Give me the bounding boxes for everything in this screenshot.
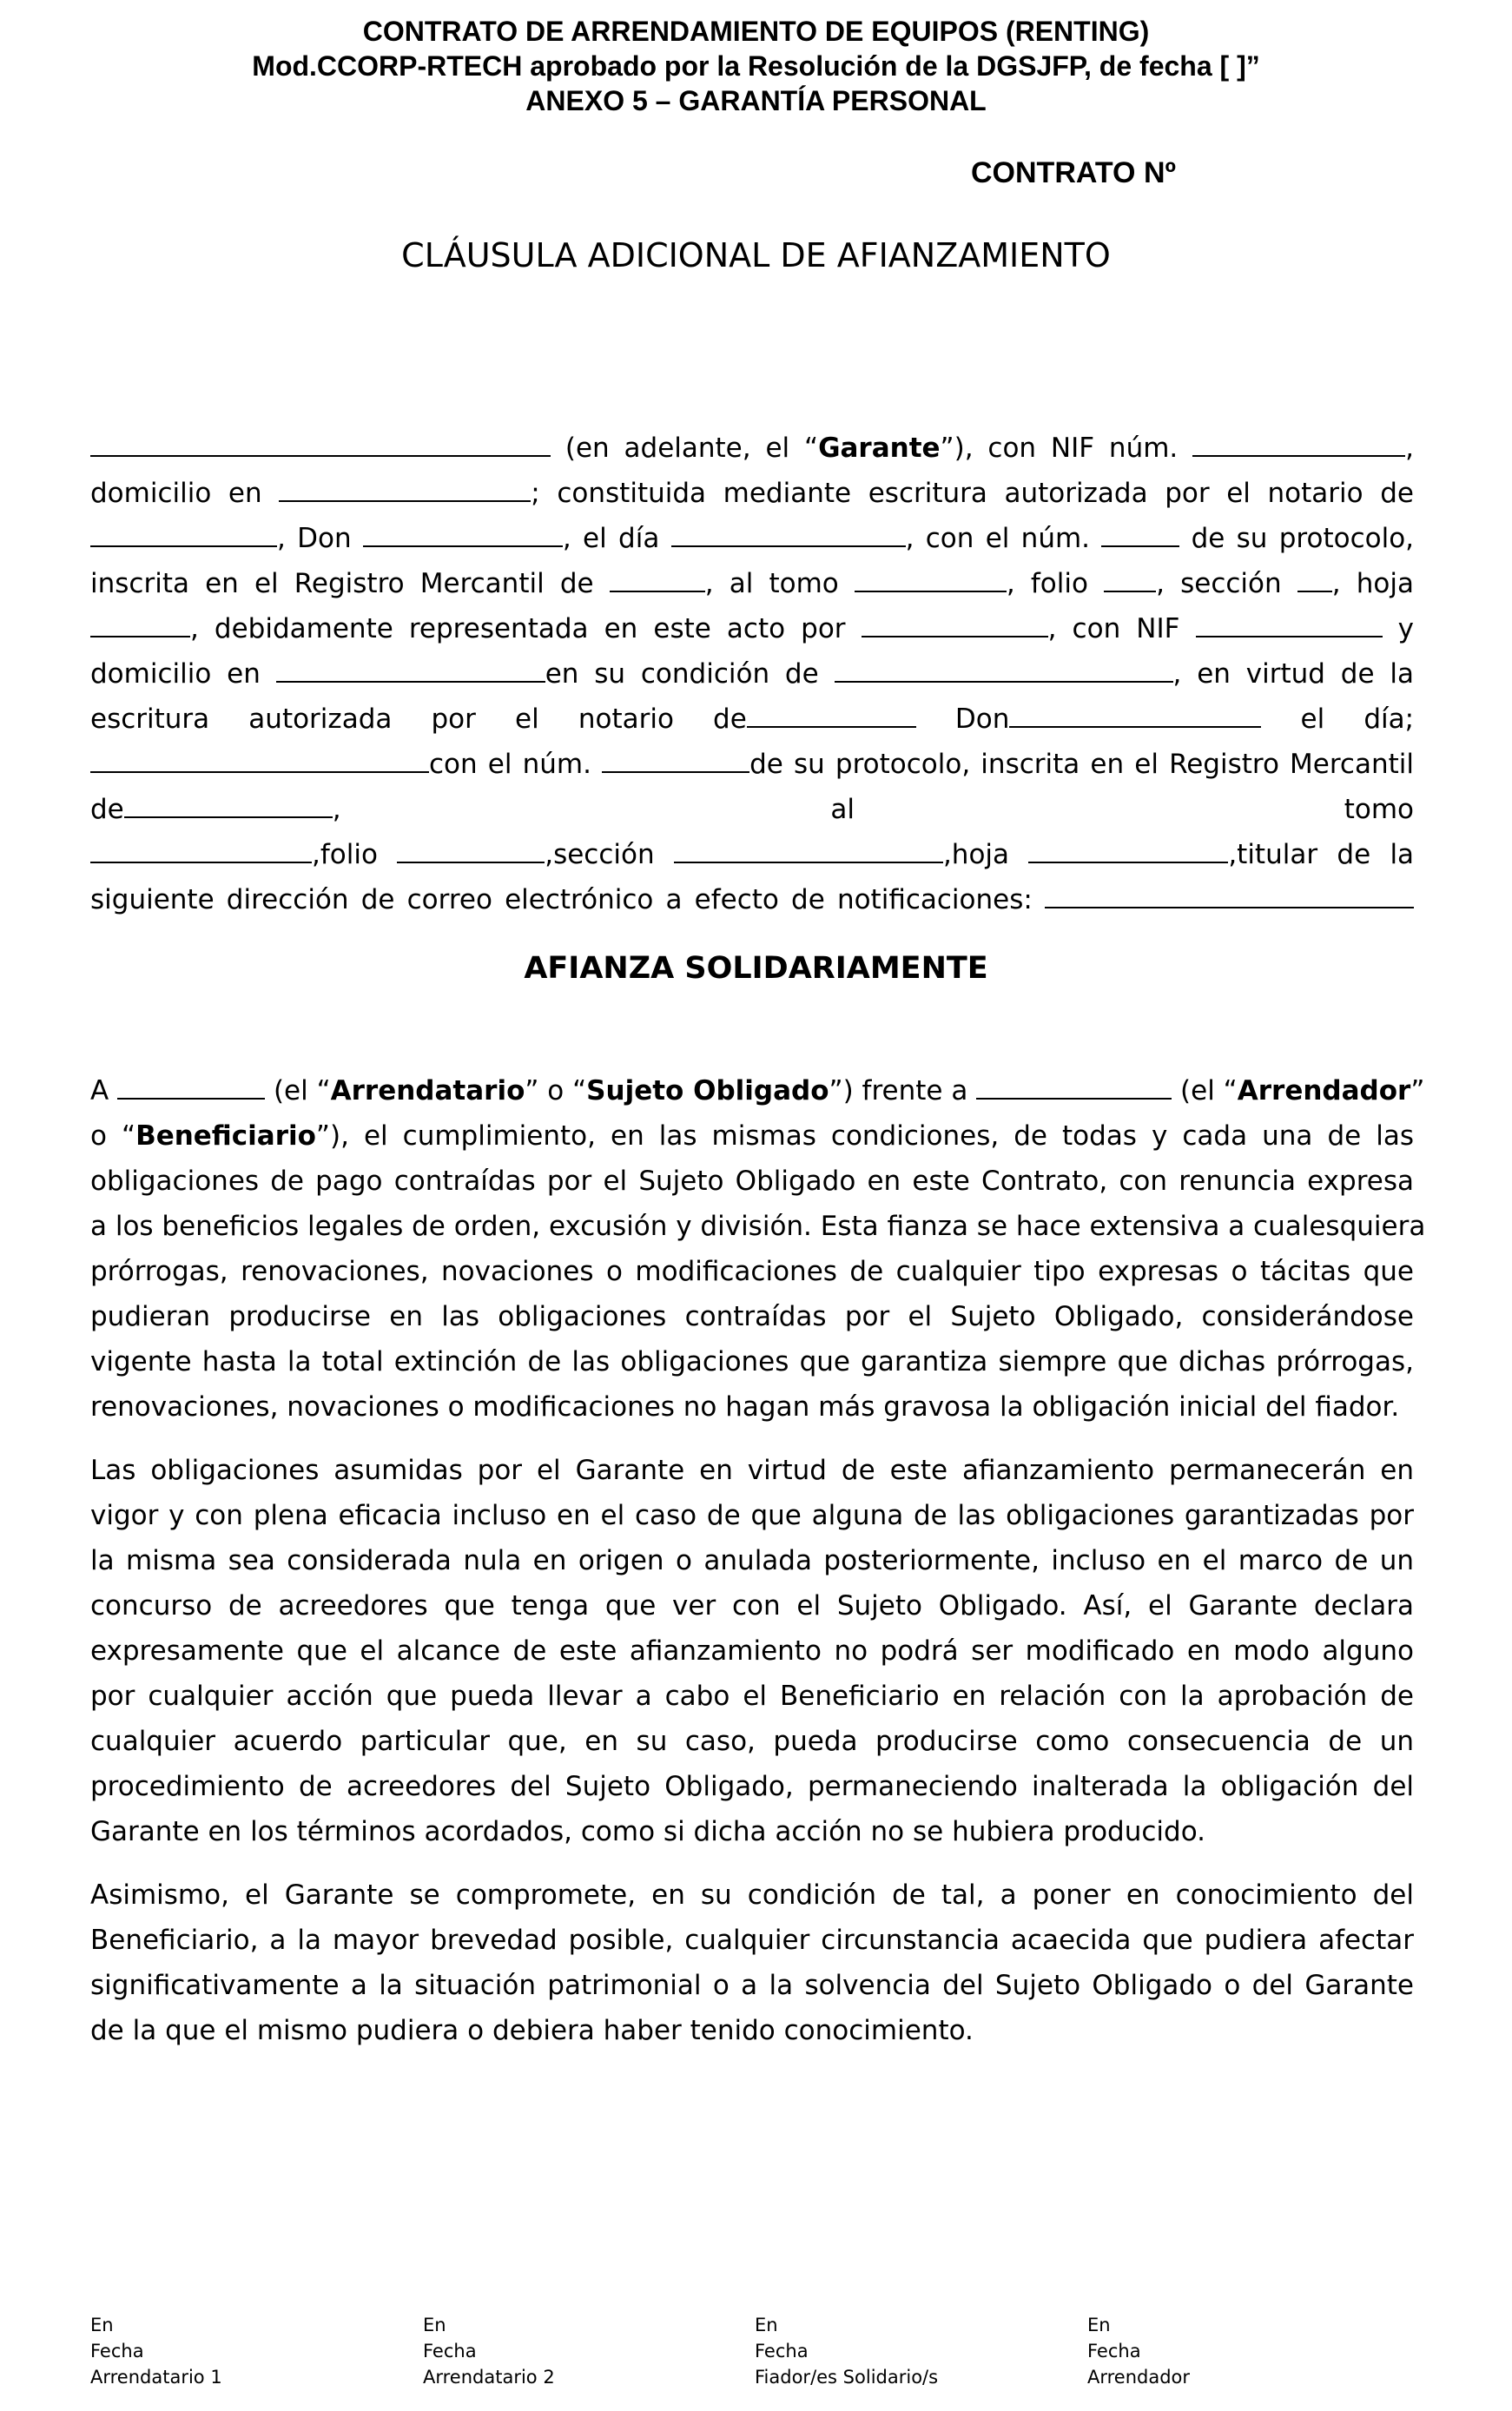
- text-line: renovaciones, novaciones o modificaciones no hagan más gravosa la obligación inicial del fiador.: [90, 1391, 1400, 1423]
- power-date-blank[interactable]: [90, 745, 429, 773]
- guarantor-line: siguiente dirección de correo electrónico a efecto de notificaciones:: [90, 877, 1414, 922]
- text-line: procedimiento de acreedores del Sujeto Obligado, permaneciendo inalterada la obligación del: [90, 1771, 1414, 1802]
- text-line: expresamente que el alcance de este afianzamiento no podrá ser modificado en modo alguno: [90, 1635, 1414, 1667]
- guarantor-line: ,folio ,sección ,hoja ,titular de la: [90, 832, 1414, 877]
- power-folio-blank[interactable]: [397, 836, 545, 863]
- power-tome-blank[interactable]: [90, 836, 312, 863]
- text-line: prórrogas, renovaciones, novaciones o modificaciones de cualquier tipo expresas o tácitas que: [90, 1256, 1414, 1287]
- contract-number-label: CONTRATO Nº: [971, 156, 1176, 189]
- guarantor-line: inscrita en el Registro Mercantil de , al tomo , folio , sección , hoja: [90, 561, 1414, 606]
- text-line: vigor y con plena eficacia incluso en el caso de que alguna de las obligaciones garantizadas por: [90, 1500, 1414, 1531]
- power-notary-city-blank[interactable]: [747, 700, 916, 728]
- guarantor-line: , Don , el día , con el núm. de su protocolo,: [90, 516, 1414, 561]
- header-model-reference: Mod.CCORP-RTECH aprobado por la Resolución de la DGSJFP, de fecha [ ]”: [252, 50, 1260, 82]
- power-registry-blank[interactable]: [124, 790, 333, 818]
- sheet-blank[interactable]: [90, 610, 190, 637]
- text-line: A (el “Arrendatario” o “Sujeto Obligado”) frente a (el “Arrendador”: [90, 1068, 1414, 1113]
- text-line: o “Beneficiario”), el cumplimiento, en las mismas condiciones, de todas y cada una de las: [90, 1120, 1414, 1152]
- representative-nif-blank[interactable]: [1196, 610, 1383, 637]
- representative-capacity-blank[interactable]: [835, 655, 1173, 683]
- section-title: AFIANZA SOLIDARIAMENTE: [524, 951, 988, 986]
- representative-blank[interactable]: [862, 610, 1048, 637]
- text-line: por cualquier acción que pueda llevar a cabo el Beneficiario en relación con la aprobación de: [90, 1681, 1414, 1712]
- text-line: a los beneficios legales de orden, excusión y división. Esta fianza se hace extensiva a cualesquiera: [90, 1211, 1426, 1242]
- text-line: obligaciones de pago contraídas por el Sujeto Obligado en este Contrato, con renuncia expresa: [90, 1166, 1414, 1197]
- notary-name-blank[interactable]: [363, 519, 563, 547]
- signature-block-lessee-1: En Fecha Arrendatario 1: [90, 2315, 222, 2388]
- registry-blank[interactable]: [610, 565, 705, 592]
- power-section-blank[interactable]: [674, 836, 943, 863]
- text-line: la misma sea considerada nula en origen o anulada posteriormente, incluso en el marco de un: [90, 1545, 1414, 1576]
- text-line: Beneficiario, a la mayor brevedad posible, cualquier circunstancia acaecida que pudiera afectar: [90, 1925, 1414, 1956]
- paragraph-validity: [90, 1448, 1414, 1854]
- paragraph-guarantee: [90, 1068, 1426, 1430]
- text-line: significativamente a la situación patrimonial o a la solvencia del Sujeto Obligado o del Garante: [90, 1970, 1414, 2001]
- guarantor-line: domicilio en ; constituida mediante escritura autorizada por el notario de: [90, 471, 1414, 516]
- text-line: pudieran producirse en las obligaciones contraídas por el Sujeto Obligado, considerándose: [90, 1301, 1414, 1332]
- text-line: vigente hasta la total extinción de las obligaciones que garantiza siempre que dichas prórrogas,: [90, 1346, 1414, 1377]
- guarantor-name-blank[interactable]: [90, 429, 551, 457]
- power-number-blank[interactable]: [602, 745, 749, 773]
- guarantor-line: escritura autorizada por el notario de Don el día;: [90, 697, 1414, 742]
- clause-title: CLÁUSULA ADICIONAL DE AFIANZAMIENTO: [401, 236, 1111, 274]
- guarantor-line: de , al tomo: [90, 787, 1414, 832]
- guarantor-line: con el núm. de su protocolo, inscrita en el Registro Mercantil: [90, 742, 1414, 787]
- guarantor-nif-blank[interactable]: [1192, 429, 1405, 457]
- section-blank[interactable]: [1297, 565, 1332, 592]
- text-line: cualquier acuerdo particular que, en su caso, pueda producirse como consecuencia de un: [90, 1726, 1414, 1757]
- deed-date-blank[interactable]: [671, 519, 906, 547]
- guarantor-line: (en adelante, el “Garante”), con NIF núm. ,: [90, 426, 1414, 471]
- signature-block-guarantor: En Fecha Fiador/es Solidario/s: [755, 2315, 939, 2388]
- domicile-blank[interactable]: [279, 474, 531, 502]
- representative-domicile-blank[interactable]: [276, 655, 545, 683]
- text-line: Asimismo, el Garante se compromete, en su condición de tal, a poner en conocimiento del: [90, 1879, 1414, 1911]
- header-title: CONTRATO DE ARRENDAMIENTO DE EQUIPOS (RENTING): [362, 16, 1150, 47]
- text-line: de la que el mismo pudiera o debiera haber tenido conocimiento.: [90, 2015, 974, 2046]
- tome-blank[interactable]: [855, 565, 1007, 592]
- deed-number-blank[interactable]: [1101, 519, 1179, 547]
- power-notary-name-blank[interactable]: [1009, 700, 1261, 728]
- header-annex: ANEXO 5 – GARANTÍA PERSONAL: [525, 85, 987, 116]
- text-line: Garante en los términos acordados, como si dicha acción no se hubiera producido.: [90, 1816, 1205, 1847]
- guarantor-block: [90, 426, 1414, 922]
- lessor-blank[interactable]: [976, 1072, 1172, 1100]
- guarantor-line: domicilio en en su condición de , en virtud de la: [90, 651, 1414, 697]
- text-line: Las obligaciones asumidas por el Garante en virtud de este afianzamiento permanecerán en: [90, 1455, 1414, 1486]
- notification-email-blank[interactable]: [1045, 881, 1414, 908]
- signature-block-lessor: En Fecha Arrendador: [1087, 2315, 1191, 2388]
- paragraph-notification: [90, 1873, 1414, 2053]
- lessee-blank[interactable]: [117, 1072, 265, 1100]
- guarantor-line: , debidamente representada en este acto por , con NIF y: [90, 606, 1414, 651]
- notary-city-blank[interactable]: [90, 519, 277, 547]
- text-line: concurso de acreedores que tenga que ver con el Sujeto Obligado. Así, el Garante declara: [90, 1590, 1414, 1622]
- folio-blank[interactable]: [1104, 565, 1156, 592]
- power-sheet-blank[interactable]: [1028, 836, 1228, 863]
- signature-block-lessee-2: En Fecha Arrendatario 2: [423, 2315, 555, 2388]
